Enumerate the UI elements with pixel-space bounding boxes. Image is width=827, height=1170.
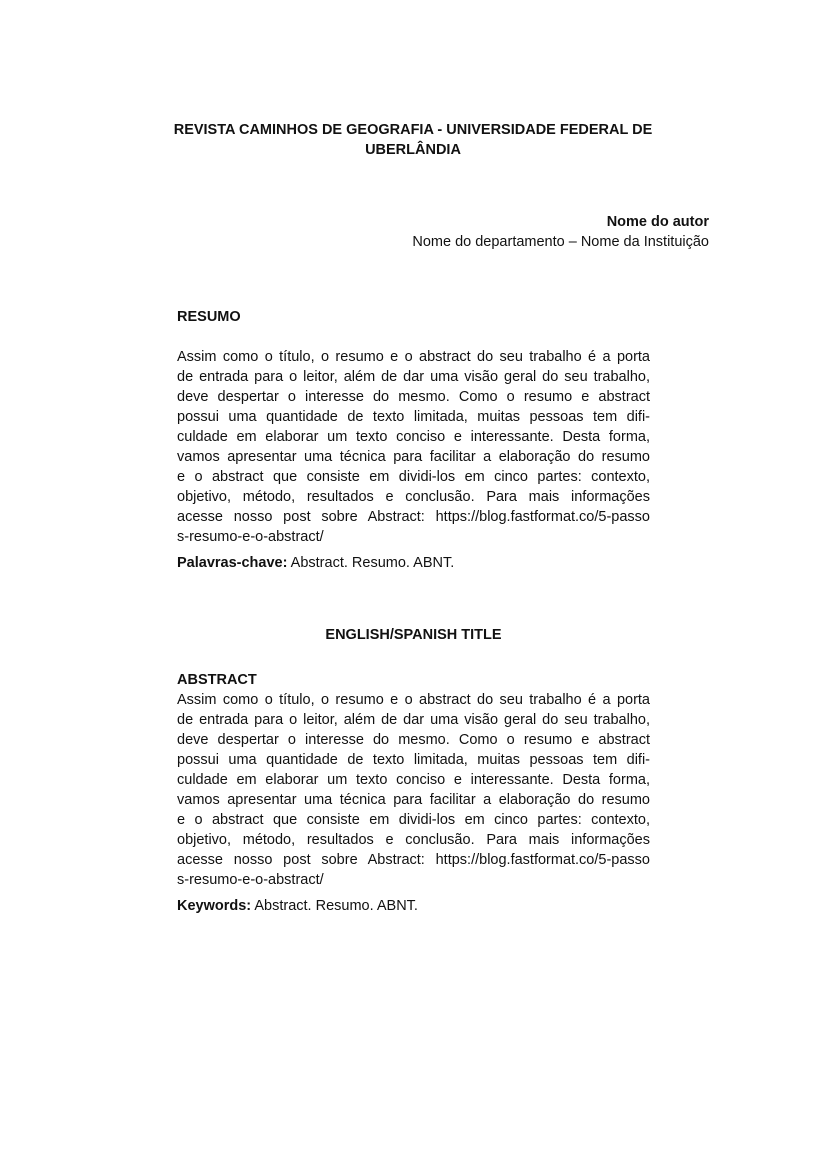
resumo-keywords <box>177 553 650 573</box>
resumo-line: deve despertar o interesse do mesmo. Como o resumo e abstract <box>177 389 650 405</box>
resumo-line: vamos apresentar uma técnica para facilitar a elaboração do resumo <box>177 449 650 465</box>
resumo-keywords-value: Abstract. Resumo. ABNT. <box>290 555 455 571</box>
resumo-text <box>177 347 650 547</box>
journal-title <box>140 120 686 160</box>
resumo-heading: RESUMO <box>177 309 241 325</box>
abstract-line: Assim como o título, o resumo e o abstract do seu trabalho é a porta <box>177 692 650 708</box>
journal-title-line-1: REVISTA CAMINHOS DE GEOGRAFIA - UNIVERSIDADE FEDERAL DE <box>173 122 653 138</box>
resumo-line: s-resumo-e-o-abstract/ <box>177 529 324 545</box>
abstract-heading: ABSTRACT <box>177 672 257 688</box>
resumo-section <box>177 307 650 573</box>
resumo-line: Assim como o título, o resumo e o abstract do seu trabalho é a porta <box>177 349 650 365</box>
resumo-line: objetivo, método, resultados e conclusão. Para mais informações <box>177 489 650 505</box>
abstract-line: acesse nosso post sobre Abstract: https://blog.fastformat.co/5-passo <box>177 852 650 868</box>
abstract-line: objetivo, método, resultados e conclusão. Para mais informações <box>177 832 650 848</box>
abstract-keywords-label: Keywords: <box>177 898 252 914</box>
abstract-line: possui uma quantidade de texto limitada, muitas pessoas tem difi- <box>177 752 650 768</box>
abstract-line: culdade em elaborar um texto conciso e interessante. Desta forma, <box>177 772 650 788</box>
resumo-line: de entrada para o leitor, além de dar uma visão geral do seu trabalho, <box>177 369 650 385</box>
resumo-line: acesse nosso post sobre Abstract: https://blog.fastformat.co/5-passo <box>177 509 650 525</box>
english-title: ENGLISH/SPANISH TITLE <box>325 627 502 643</box>
abstract-keywords-value: Abstract. Resumo. ABNT. <box>254 898 418 914</box>
abstract-line: e o abstract que consiste em dividi-los em cinco partes: contexto, <box>177 812 650 828</box>
abstract-text <box>177 690 650 890</box>
resumo-keywords-label: Palavras-chave: <box>177 555 288 571</box>
abstract-section <box>177 670 650 916</box>
resumo-line: e o abstract que consiste em dividi-los em cinco partes: contexto, <box>177 469 650 485</box>
abstract-line: de entrada para o leitor, além de dar uma visão geral do seu trabalho, <box>177 712 650 728</box>
author-block <box>412 212 709 252</box>
abstract-line: vamos apresentar uma técnica para facilitar a elaboração do resumo <box>177 792 650 808</box>
resumo-line: culdade em elaborar um texto conciso e interessante. Desta forma, <box>177 429 650 445</box>
author-name: Nome do autor <box>606 214 709 230</box>
author-affiliation: Nome do departamento – Nome da Instituição <box>412 234 709 250</box>
journal-title-line-2: UBERLÂNDIA <box>365 142 461 158</box>
abstract-line: s-resumo-e-o-abstract/ <box>177 872 324 888</box>
abstract-keywords <box>177 896 650 916</box>
abstract-line: deve despertar o interesse do mesmo. Como o resumo e abstract <box>177 732 650 748</box>
resumo-line: possui uma quantidade de texto limitada, muitas pessoas tem difi- <box>177 409 650 425</box>
